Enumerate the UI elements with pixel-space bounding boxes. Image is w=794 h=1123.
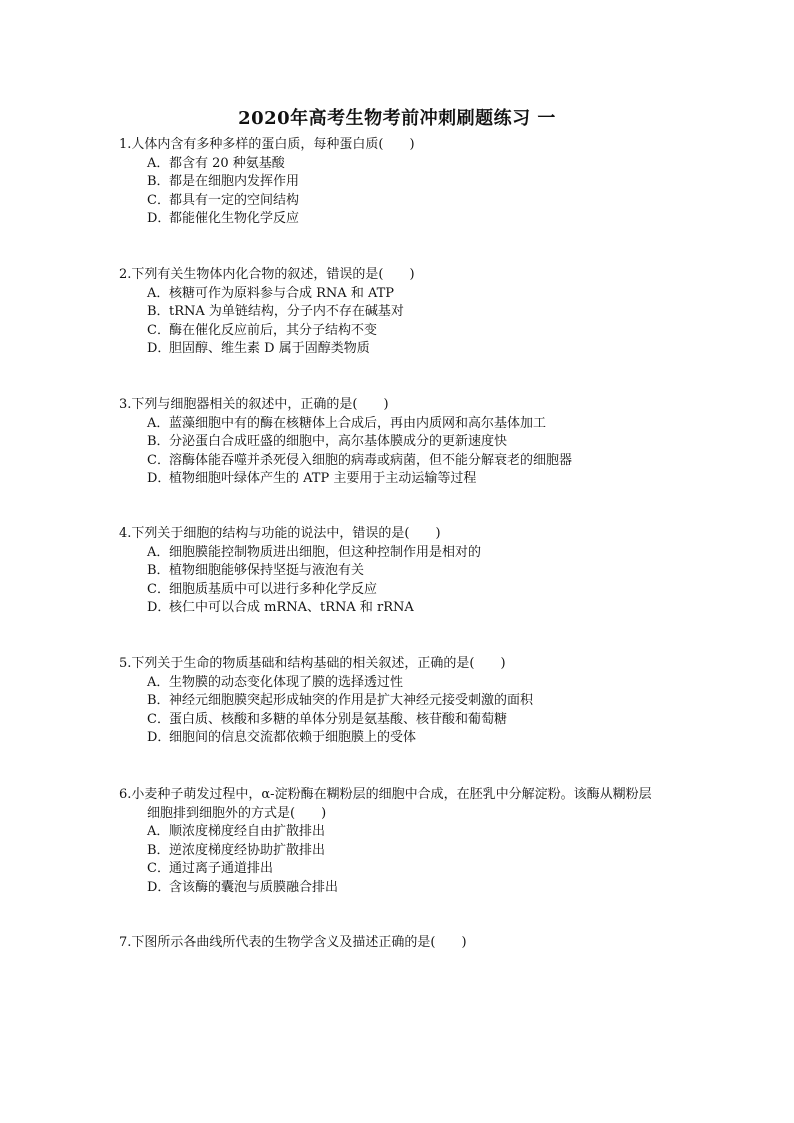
option-d: D．都能催化生物化学反应 — [147, 211, 300, 226]
question-stem: 3.下列与细胞器相关的叙述中，正确的是( ) — [119, 397, 389, 412]
option-c: C．蛋白质、核酸和多糖的单体分别是氨基酸、核苷酸和葡萄糖 — [147, 711, 508, 727]
option-c: C．都具有一定的空间结构 — [147, 192, 300, 208]
question-stem: 1.人体内含有多种多样的蛋白质，每种蛋白质( ) — [119, 137, 415, 152]
option-b: B．分泌蛋白合成旺盛的细胞中，高尔基体膜成分的更新速度快 — [147, 434, 508, 449]
option-a: A．都含有 20 种氨基酸 — [147, 155, 285, 171]
question-stem: 6.小麦种子萌发过程中，α-淀粉酶在糊粉层的细胞中合成，在胚乳中分解淀粉。该酶从糊粉层 — [119, 787, 652, 802]
question-4 — [119, 525, 719, 618]
option-a: A．核糖可作为原料参与合成 RNA 和 ATP — [147, 285, 395, 301]
question-2 — [119, 266, 719, 359]
question-stem: 7.下图所示各曲线所代表的生物学含义及描述正确的是( ) — [119, 935, 467, 950]
question-3 — [119, 396, 719, 489]
question-6 — [119, 786, 719, 897]
option-b: B．都是在细胞内发挥作用 — [147, 174, 300, 189]
question-stem: 2.下列有关生物体内化合物的叙述，错误的是( ) — [119, 267, 415, 282]
option-b: B．tRNA 为单链结构，分子内不存在碱基对 — [147, 304, 404, 319]
option-c: C．通过离子通道排出 — [147, 861, 274, 876]
question-7 — [119, 934, 719, 953]
option-a: A．细胞膜能控制物质进出细胞，但这种控制作用是相对的 — [147, 544, 482, 560]
question-stem: 4.下列关于细胞的结构与功能的说法中，错误的是( ) — [119, 526, 441, 541]
option-d: D．细胞间的信息交流都依赖于细胞膜上的受体 — [147, 730, 417, 745]
option-a: A．蓝藻细胞中有的酶在核糖体上合成后，再由内质网和高尔基体加工 — [147, 415, 547, 431]
option-b: B．逆浓度梯度经协助扩散排出 — [147, 842, 326, 858]
question-stem-continuation: 细胞排到细胞外的方式是( ) — [147, 805, 327, 821]
option-c: C．溶酶体能吞噬并杀死侵入细胞的病毒或病菌，但不能分解衰老的细胞器 — [147, 452, 573, 468]
page-title: 2020年高考生物考前冲刺刷题练习 一 — [238, 108, 556, 129]
option-c: C．细胞质基质中可以进行多种化学反应 — [147, 581, 378, 597]
option-c: C．酶在催化反应前后，其分子结构不变 — [147, 322, 378, 338]
option-a: A．顺浓度梯度经自由扩散排出 — [147, 824, 326, 839]
option-b: B．神经元细胞膜突起形成轴突的作用是扩大神经元接受刺激的面积 — [147, 693, 534, 708]
option-d: D．植物细胞叶绿体产生的 ATP 主要用于主动运输等过程 — [147, 471, 477, 486]
option-d: D．含该酶的囊泡与质膜融合排出 — [147, 879, 339, 895]
option-a: A．生物膜的动态变化体现了膜的选择透过性 — [147, 674, 404, 690]
question-5 — [119, 655, 719, 748]
option-b: B．植物细胞能够保持坚挺与液泡有关 — [147, 563, 365, 578]
question-stem: 5.下列关于生命的物质基础和结构基础的相关叙述，正确的是( ) — [119, 656, 506, 671]
option-d: D．核仁中可以合成 mRNA、tRNA 和 rRNA — [147, 600, 414, 615]
question-1 — [119, 136, 719, 229]
option-d: D．胆固醇、维生素 D 属于固醇类物质 — [147, 341, 370, 356]
